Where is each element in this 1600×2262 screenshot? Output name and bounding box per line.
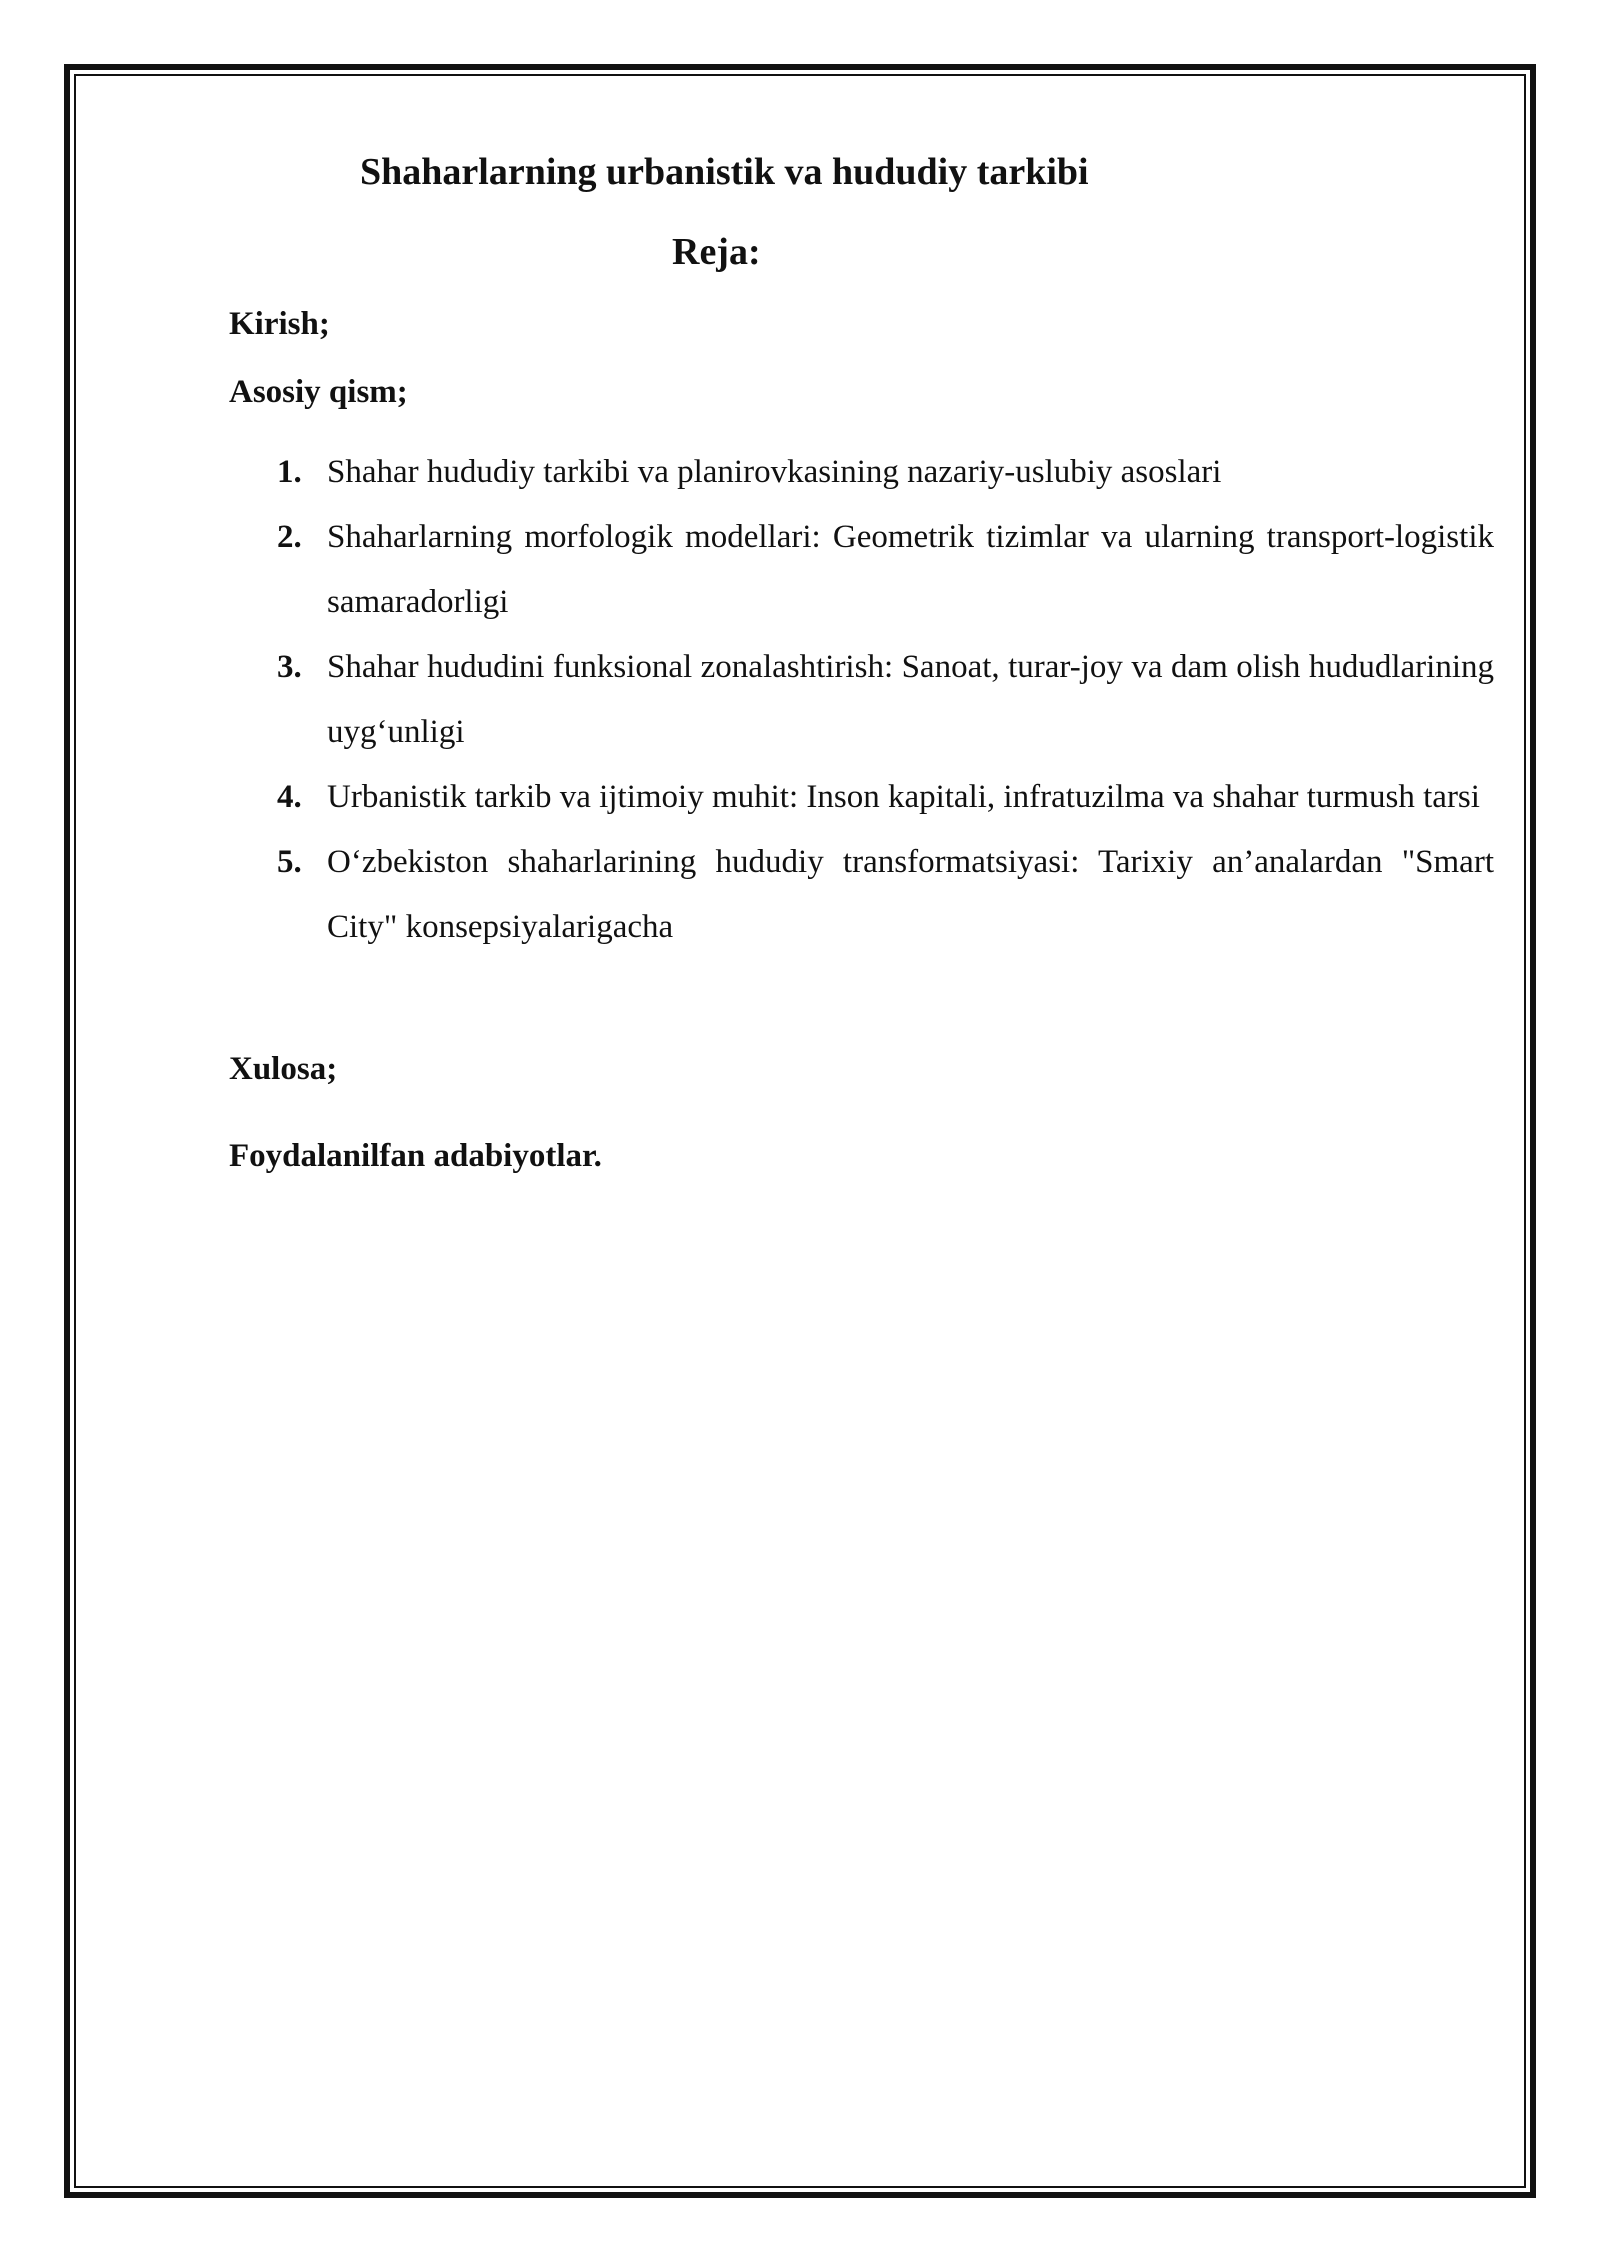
main-part-heading: Asosiy qism; (229, 374, 408, 410)
plan-heading: Reja: (672, 231, 761, 273)
plan-item-number: 2. (277, 519, 302, 555)
plan-item-number: 5. (277, 844, 302, 880)
document-title: Shaharlarning urbanistik va hududiy tarkibi (360, 151, 1089, 193)
plan-item (229, 765, 1494, 830)
conclusion-heading: Xulosa; (229, 1051, 338, 1087)
plan-item-text: Urbanistik tarkib va ijtimoiy muhit: Inson kapitali, infratuzilma va shahar turmush tarsi (327, 779, 1480, 815)
plan-item (229, 635, 1494, 765)
plan-item-text: Shahar hududini funksional zonalashtirish: Sanoat, turar-joy va dam olish hududlarining uyg‘unligi (327, 649, 1494, 750)
plan-item (229, 440, 1494, 505)
plan-item-text: Shaharlarning morfologik modellari: Geometrik tizimlar va ularning transport-logistik samaradorligi (327, 519, 1494, 620)
references-heading: Foydalanilfan adabiyotlar. (229, 1138, 602, 1174)
intro-heading: Kirish; (229, 306, 330, 342)
plan-item (229, 505, 1494, 635)
plan-item-text: O‘zbekiston shaharlarining hududiy transformatsiyasi: Tarixiy an’analardan "Smart City" konsepsiyalarigacha (327, 844, 1494, 945)
plan-item-number: 1. (277, 454, 302, 490)
plan-item-text: Shahar hududiy tarkibi va planirovkasining nazariy-uslubiy asoslari (327, 454, 1222, 490)
plan-list (229, 440, 1494, 960)
plan-item-number: 3. (277, 649, 302, 685)
plan-item-number: 4. (277, 779, 302, 815)
plan-item (229, 830, 1494, 960)
